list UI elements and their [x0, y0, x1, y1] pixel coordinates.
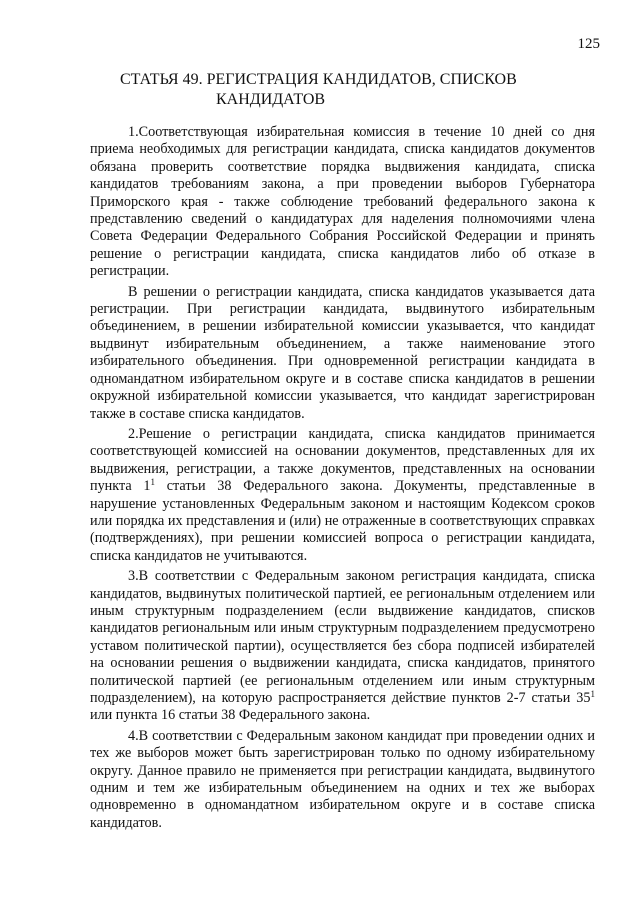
paragraph-2-text-end: статьи 38 Федерального закона. Документы, представленные в нарушение установленных Федеральным законом и настоящим Кодексом сроков или порядка их представления и (или) не отраженные в соответствующих справках (подтверждениях), при решении комиссией вопроса о регистрации кандидата, списка кандидатов не учитываются.: [90, 478, 595, 564]
article-heading: [120, 70, 540, 110]
paragraph-4: 4.В соответствии с Федеральным законом кандидат при проведении одних и тех же выборов может быть зарегистрирован только по одному избирательному округу. Данное правило не применяется при регистрации кандидата, выдвинутого одним и тем же избирательным объединением на одних и тех же выборах одновременно в одномандатном избирательном округе и в составе списка кандидатов.: [90, 727, 595, 831]
paragraph-3-text-start: 3.В соответствии с Федеральным законом регистрация кандидата, списка кандидатов, выдвинутых политической партией, ее региональным отделением или иным структурным подразделением (если выдвижение кандидатов, списков кандидатов региональным или иным структурным подразделением предусмотрено уставом политической партии), осуществляется без сбора подписей избирателей на основании решения о выдвижении кандидата, списка кандидатов, принятого политической партией (ее региональным отделением или иным структурным подразделением), на которую распространяется действие пунктов 2-7 статьи 35: [90, 568, 595, 706]
article-body: [90, 124, 595, 835]
paragraph-1: 1.Соответствующая избирательная комиссия в течение 10 дней со дня приема необходимых для регистрации кандидата, списка кандидатов документов обязана проверить соответствие порядка выдвижения кандидата, списка кандидатов требованиям закона, а при проведении выборов Губернатора Приморского края - также соблюдение требований федерального закона к представлению сведений о кандидатурах для наделения полномочиями члена Совета Федерации Федерального Собрания Российской Федерации и принять решение о регистрации кандидата, списка кандидатов либо об отказе в регистрации.: [90, 124, 595, 280]
paragraph-3-text-end: или пункта 16 статьи 38 Федерального закона.: [90, 707, 371, 724]
paragraph-1-continued: В решении о регистрации кандидата, списка кандидатов указывается дата регистрации. При регистрации кандидата, выдвинутого избирательным объединением, в решении избирательной комиссии указывается, что кандидат выдвинут избирательным объединением, а также наименование этого избирательного объединения. При одновременной регистрации кандидата в одномандатном избирательном округе и в составе списка кандидатов в решении окружной избирательной комиссии указывается, что кандидат зарегистрирован также в составе списка кандидатов.: [90, 283, 595, 422]
paragraph-2: [90, 426, 595, 565]
paragraph-2-text-start: 2.Решение о регистрации кандидата, списка кандидатов принимается соответствующей комиссией на основании документов, представленных для их выдвижения, регистрации, а также документов, представленных на основании пункта 1: [90, 425, 595, 495]
article-title-line1: СТАТЬЯ 49. РЕГИСТРАЦИЯ КАНДИДАТОВ, СПИСКОВ: [120, 71, 517, 88]
superscript-1: 1: [590, 689, 595, 699]
paragraph-3: [90, 568, 595, 725]
article-title-line2: КАНДИДАТОВ: [216, 91, 326, 108]
superscript-1: 1: [150, 477, 155, 488]
page-number: 125: [577, 36, 600, 52]
